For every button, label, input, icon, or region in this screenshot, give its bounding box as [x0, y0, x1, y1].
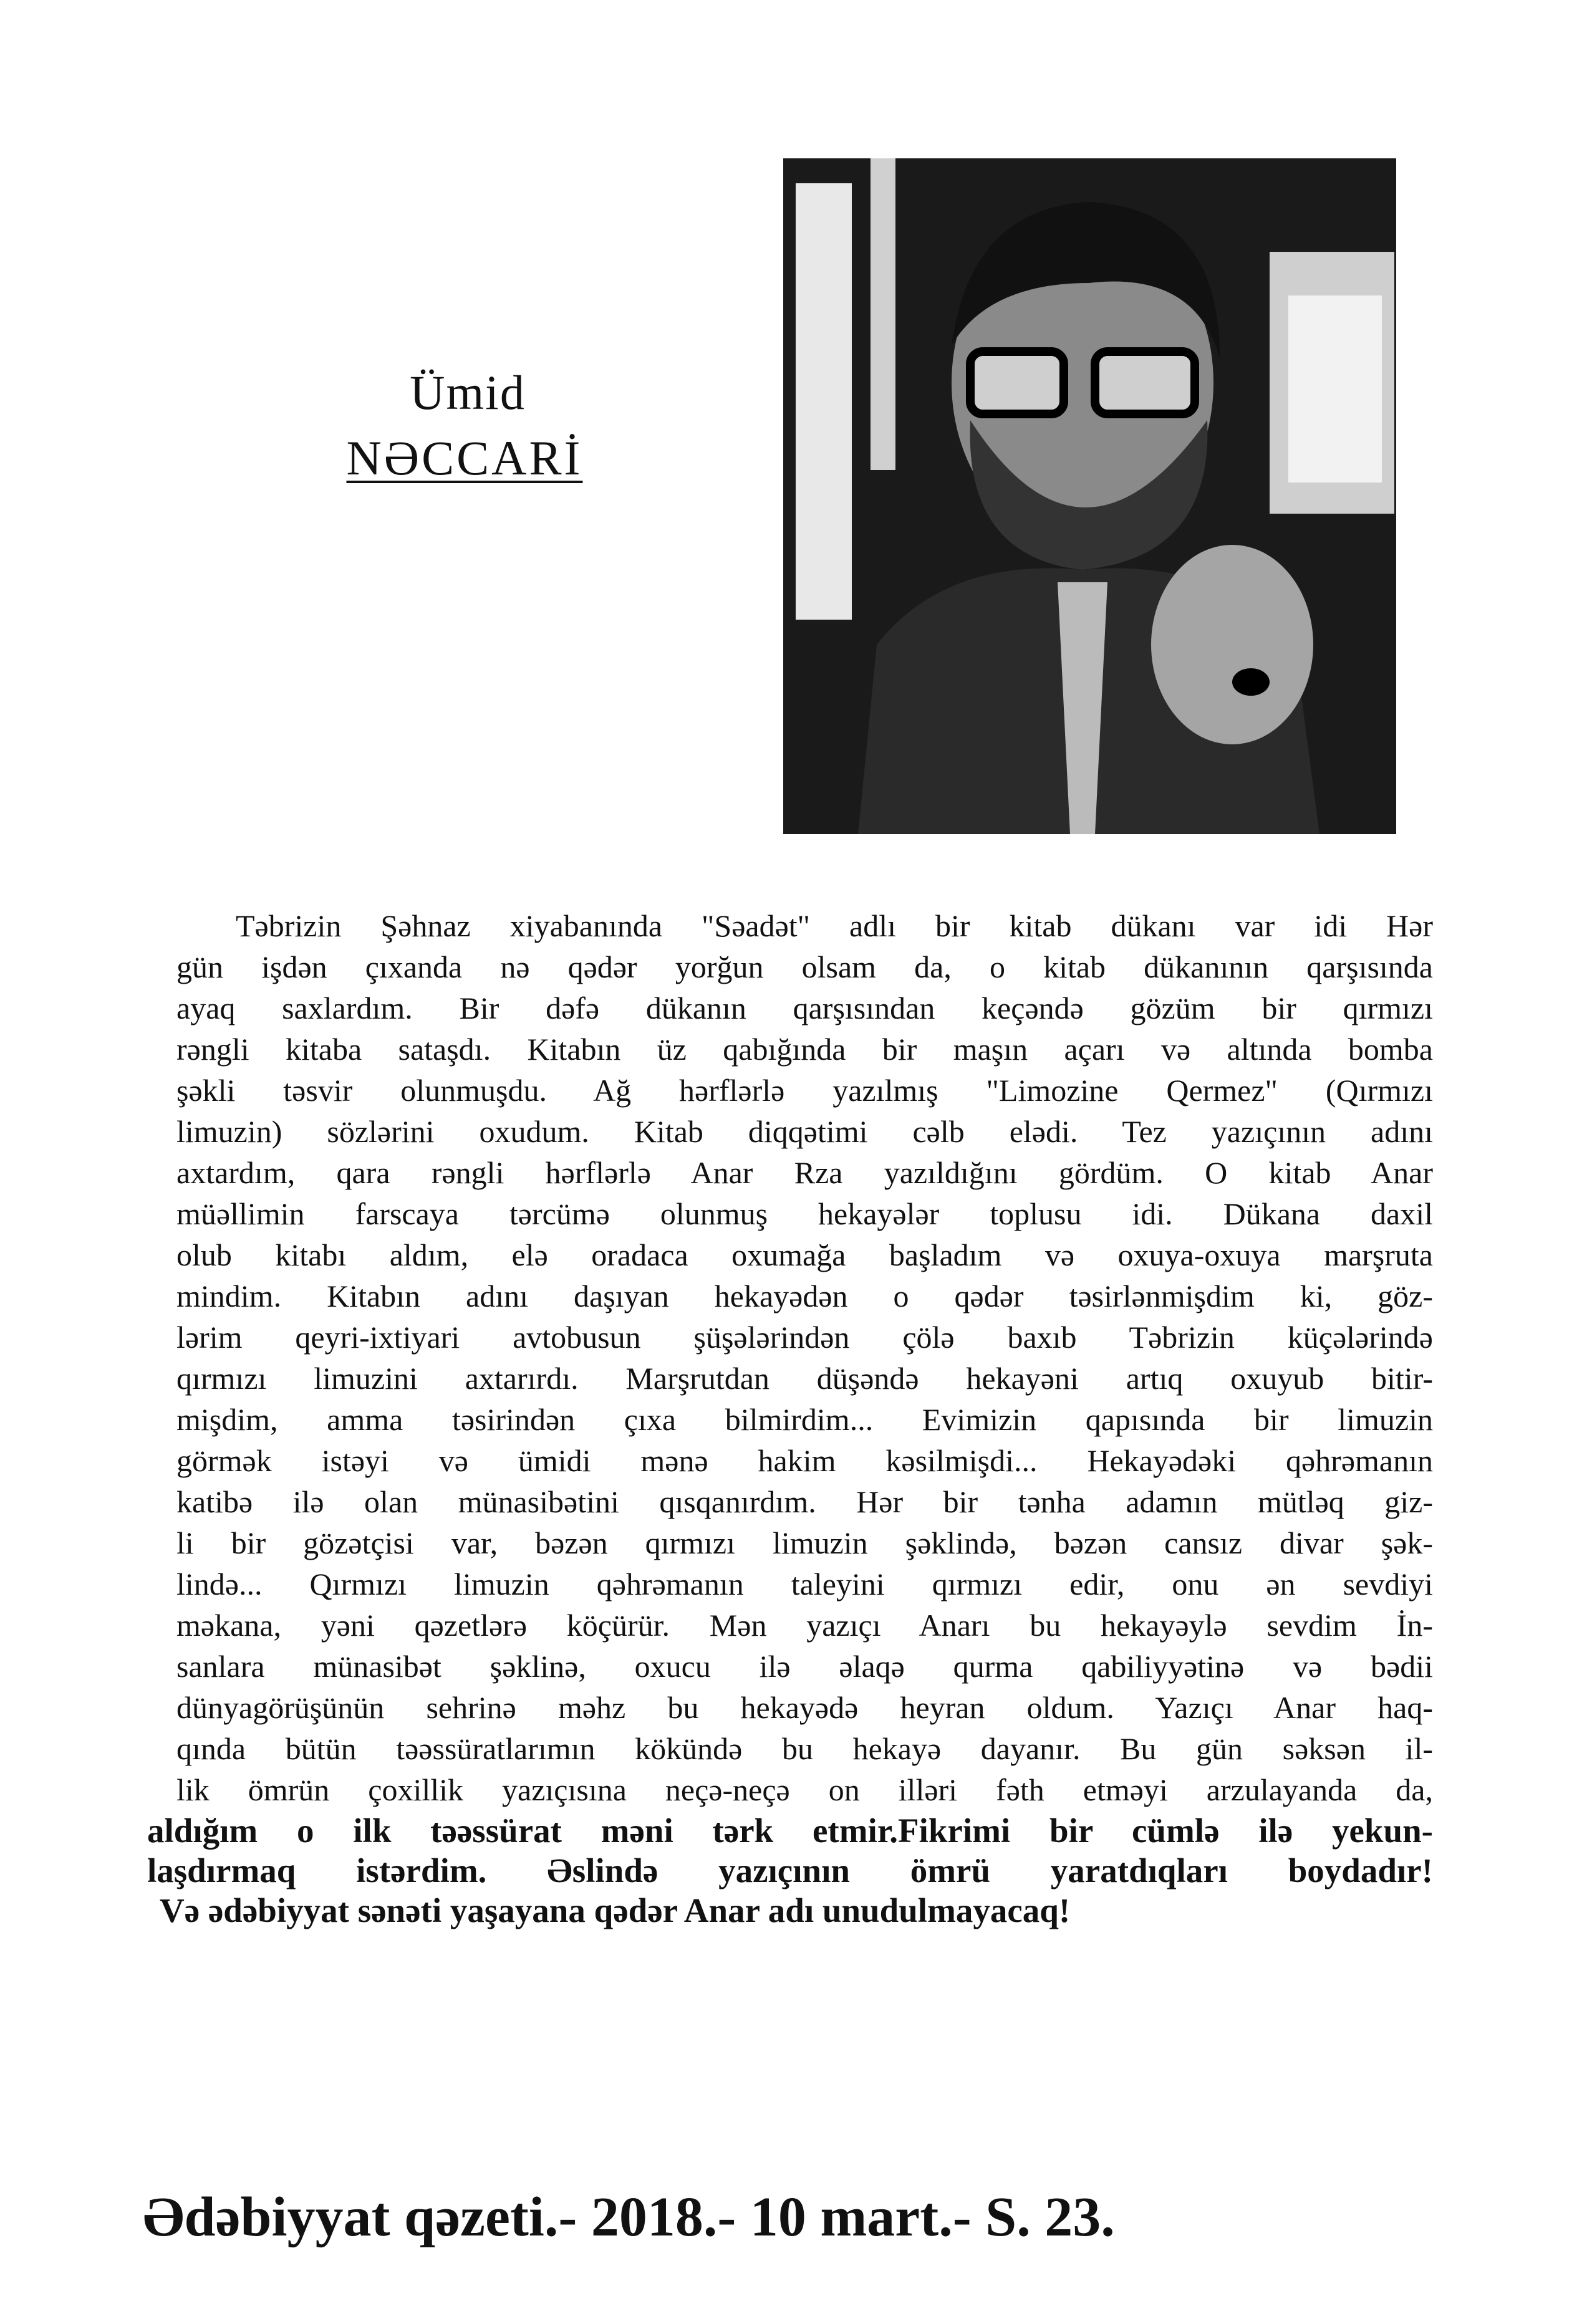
- article-line: müəllimin farscaya tərcümə olunmuş hekayələr toplusu idi. Dükana daxil: [176, 1196, 1433, 1231]
- author-portrait-icon: [783, 158, 1396, 834]
- article-line: mişdim, amma təsirindən çıxa bilmirdim... Evimizin qapısında bir limuzin: [176, 1402, 1433, 1437]
- article-line: qında bütün təəssüratlarımın kökündə bu hekayə dayanır. Bu gün səksən il-: [176, 1731, 1433, 1766]
- article-line: axtardım, qara rəngli hərflərlə Anar Rza yazıldığını gördüm. O kitab Anar: [176, 1155, 1433, 1190]
- article-line: katibə ilə olan münasibətini qısqanırdım. Hər bir tənha adamın mütləq giz-: [176, 1484, 1433, 1519]
- article-line: lik ömrün çoxillik yazıçısına neçə-neçə on illəri fəth etməyi arzulayanda da,: [176, 1772, 1433, 1807]
- author-photo: [783, 158, 1396, 834]
- article-line: rəngli kitaba sataşdı. Kitabın üz qabığında bir maşın açarı və altında bomba: [176, 1032, 1433, 1067]
- article-line: ayaq saxlardım. Bir dəfə dükanın qarşısından keçəndə gözüm bir qırmızı: [176, 991, 1433, 1025]
- source-citation: Ədəbiyyat qəzeti.- 2018.- 10 mart.- S. 23.: [143, 2186, 1115, 2248]
- conclusion-line: Və ədəbiyyat sənəti yaşayana qədər Anar adı unudulmayacaq!: [160, 1891, 1071, 1929]
- article-line: məkana, yəni qəzetlərə köçürür. Mən yazıçı Anarı bu hekayəylə sevdim İn-: [176, 1608, 1433, 1643]
- author-first-name: Ümid: [410, 365, 526, 420]
- article-line: sanlara münasibət şəklinə, oxucu ilə əlaqə qurma qabiliyyətinə və bədii: [176, 1649, 1433, 1684]
- article-line: şəkli təsvir olunmuşdu. Ağ hərflərlə yazılmış "Limozine Qermez" (Qırmızı: [176, 1073, 1433, 1108]
- article-line: li bir gözətçisi var, bəzən qırmızı limuzin şəklində, bəzən cansız divar şək-: [176, 1525, 1433, 1560]
- article-line: Təbrizin Şəhnaz xiyabanında "Səadət" adlı bir kitab dükanı var idi Hər: [236, 908, 1433, 943]
- article-line: lərim qeyri-ixtiyari avtobusun şüşələrindən çölə baxıb Təbrizin küçələrində: [176, 1320, 1433, 1355]
- article-line: mindim. Kitabın adını daşıyan hekayədən o qədər təsirlənmişdim ki, göz-: [176, 1279, 1433, 1313]
- article-line: gün işdən çıxanda nə qədər yorğun olsam da, o kitab dükanının qarşısında: [176, 949, 1433, 984]
- article-line: olub kitabı aldım, elə oradaca oxumağa başladım və oxuya-oxuya marşruta: [176, 1237, 1433, 1272]
- article-line: limuzin) sözlərini oxudum. Kitab diqqətimi cəlb elədi. Tez yazıçının adını: [176, 1114, 1433, 1149]
- conclusion-line: aldığım o ilk təəssürat məni tərk etmir.Fikrimi bir cümlə ilə yekun-: [147, 1812, 1433, 1850]
- article-line: dünyagörüşünün sehrinə məhz bu hekayədə heyran oldum. Yazıçı Anar haq-: [176, 1690, 1433, 1725]
- conclusion-line: laşdırmaq istərdim. Əslində yazıçının ömrü yaratdıqları boydadır!: [147, 1851, 1433, 1889]
- article-conclusion: [147, 1811, 1433, 1931]
- article-line: görmək istəyi və ümidi mənə hakim kəsilmişdi... Hekayədəki qəhrəmanın: [176, 1443, 1433, 1478]
- article-line: qırmızı limuzini axtarırdı. Marşrutdan düşəndə hekayəni artıq oxuyub bitir-: [176, 1361, 1433, 1396]
- article-body: [176, 905, 1433, 1810]
- author-last-name: NƏCCARİ: [346, 431, 583, 485]
- article-line: lində... Qırmızı limuzin qəhrəmanın taleyini qırmızı edir, onu ən sevdiyi: [176, 1567, 1433, 1601]
